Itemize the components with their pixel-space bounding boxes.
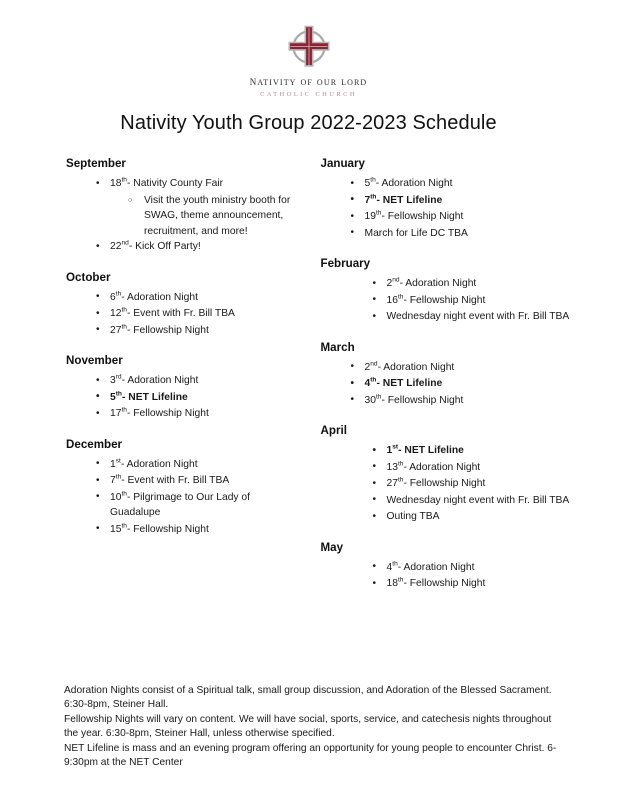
list-item (351, 360, 594, 376)
list-item (373, 443, 594, 459)
month-heading: May (320, 540, 344, 554)
event-day: 16 (386, 294, 398, 306)
organization-name: nativity of our lord (249, 73, 368, 88)
event-label: Outing TBA (386, 511, 440, 522)
event-day-ordinal: th (370, 376, 377, 384)
list-item (351, 209, 594, 225)
event-label: - Fellowship Night (126, 408, 209, 419)
event-day: 27 (110, 324, 122, 336)
event-day: 30 (364, 394, 376, 406)
event-day: 5 (110, 391, 116, 403)
list-item: ○ Visit the youth ministry booth for SWAG, theme announcement, recruitment, and more! (128, 193, 303, 240)
footer-note: NET Lifeline is mass and an evening program offering an opportunity for young people to encounter Christ. 6-9:30pm at the NET Center (64, 742, 557, 769)
list-item (96, 290, 303, 306)
list-item (96, 306, 303, 322)
event-day-ordinal: th (397, 460, 404, 468)
list-item (373, 509, 594, 525)
list-item (373, 460, 594, 476)
list-item (373, 293, 594, 309)
event-day-ordinal: th (392, 560, 398, 568)
month-heading: September (66, 157, 126, 170)
event-day: 4 (364, 378, 371, 389)
event-day-ordinal: st (115, 457, 121, 465)
event-day-ordinal: th (397, 576, 404, 584)
event-label: - Kick Off Party! (128, 241, 201, 252)
event-label: - Adoration Night (121, 291, 198, 303)
list-item (96, 373, 303, 389)
event-label: - Fellowship Night (403, 478, 486, 489)
page-title: Nativity Youth Group 2022-2023 Schedule (120, 112, 497, 134)
event-day-ordinal: th (370, 176, 376, 184)
month-heading: November (66, 354, 123, 367)
month-event-list (321, 443, 594, 525)
event-day-ordinal: th (397, 476, 404, 484)
event-day-ordinal: th (115, 290, 122, 298)
list-item (373, 576, 594, 592)
list-item (96, 406, 303, 422)
event-day-ordinal: th (397, 293, 404, 301)
event-day-ordinal: th (115, 390, 122, 398)
list-item (373, 309, 594, 325)
event-label: - NET Lifeline (398, 445, 464, 456)
event-label: - Fellowship Night (126, 523, 209, 535)
event-day-ordinal: th (121, 522, 127, 530)
organization-logo (0, 0, 617, 98)
event-label: - Fellowship Night (381, 394, 464, 406)
organization-subtitle: CATHOLIC CHURCH (260, 91, 357, 98)
event-label: - Fellowship Night (403, 294, 486, 306)
event-day: 3 (110, 375, 116, 386)
event-label: - Adoration Night (120, 458, 198, 470)
footer-note: Fellowship Nights will vary on content. We will have social, sports, service, and catechesis nights throughout the year. 6:30-8pm, Steiner Hall, unless otherwise specified. (64, 713, 552, 740)
event-label: - Pilgrimage to Our Lady of Guadalupe (110, 491, 251, 518)
month-event-list (66, 457, 303, 538)
event-day-ordinal: th (121, 490, 127, 498)
event-day-ordinal: nd (370, 360, 378, 368)
event-day-ordinal: rd (115, 373, 122, 381)
list-item (373, 276, 594, 292)
event-day: 1 (110, 458, 116, 470)
event-label: - Nativity County Fair (126, 178, 224, 189)
list-item (351, 393, 594, 409)
event-label: - Adoration Night (399, 278, 477, 289)
event-day: 7 (364, 194, 371, 206)
month-event-list (321, 176, 594, 241)
schedule-column-right (309, 157, 600, 593)
list-item (373, 493, 594, 509)
list-item (96, 473, 303, 489)
month-heading: March (320, 340, 355, 354)
event-day: 19 (364, 211, 376, 222)
event-label: - Fellowship Night (126, 324, 209, 336)
event-day: 7 (110, 475, 116, 486)
list-item (96, 239, 303, 255)
schedule-columns (0, 157, 617, 593)
event-day: 27 (386, 478, 398, 489)
event-day: 2 (386, 278, 393, 289)
event-day-ordinal: th (370, 193, 377, 201)
month-event-list (321, 276, 594, 325)
event-day: 2 (364, 361, 371, 373)
event-day: 13 (386, 461, 398, 473)
event-day: 1 (386, 445, 393, 456)
event-day: 12 (110, 308, 122, 319)
list-item (351, 193, 594, 209)
event-label: - NET Lifeline (376, 194, 443, 206)
list-item (96, 390, 303, 406)
month-event-list (321, 560, 594, 592)
list-item (96, 490, 303, 521)
event-day-ordinal: th (121, 306, 127, 314)
list-item (96, 522, 303, 538)
list-item (351, 376, 594, 392)
event-day: 18 (110, 178, 122, 189)
footer-note: Adoration Nights consist of a Spiritual talk, small group discussion, and Adoration of the Blessed Sacrament. 6:30-8pm, Steiner Hall. (64, 685, 552, 711)
month-heading: October (66, 270, 111, 284)
list-item (351, 176, 594, 192)
event-day: 10 (110, 491, 122, 503)
event-label: - NET Lifeline (376, 378, 443, 389)
month-event-list (321, 360, 594, 409)
event-day-ordinal: nd (121, 239, 129, 247)
month-heading: December (66, 437, 123, 451)
event-label: March for Life DC TBA (364, 227, 468, 239)
event-day-ordinal: nd (392, 276, 400, 284)
event-label: Wednesday night event with Fr. Bill TBA (386, 494, 570, 506)
schedule-column-left (18, 157, 309, 593)
event-label: - Adoration Night (121, 375, 199, 386)
event-label: - Event with Fr. Bill TBA (121, 475, 230, 486)
event-day: 15 (110, 523, 122, 535)
celtic-cross-icon (285, 24, 333, 70)
event-day: 18 (386, 578, 398, 589)
event-label: - Adoration Night (403, 461, 481, 473)
event-day-ordinal: st (392, 443, 399, 451)
list-item (351, 226, 594, 242)
month-event-list (66, 373, 303, 422)
event-day-ordinal: th (121, 176, 127, 184)
event-label: - Adoration Night (397, 561, 475, 573)
event-sublist (96, 193, 303, 240)
footer-notes (0, 684, 617, 770)
event-label: - Fellowship Night (403, 578, 486, 589)
month-event-list (66, 290, 303, 339)
event-day-ordinal: th (115, 473, 122, 481)
event-day: 22 (110, 241, 122, 252)
event-day-ordinal: th (375, 393, 382, 401)
event-day-ordinal: th (121, 406, 127, 414)
event-day: 6 (110, 291, 116, 303)
list-item (373, 560, 594, 576)
event-day-ordinal: th (375, 209, 382, 217)
event-day: 17 (110, 408, 122, 419)
event-label: - Adoration Night (375, 178, 453, 189)
event-day: 4 (386, 561, 393, 573)
event-label: - NET Lifeline (121, 391, 188, 403)
list-item (373, 476, 594, 492)
month-heading: January (320, 157, 365, 170)
list-item (96, 323, 303, 339)
list-item (96, 457, 303, 473)
month-heading: February (320, 257, 371, 270)
event-day: 5 (364, 178, 371, 189)
list-item (96, 176, 303, 192)
event-day-ordinal: th (121, 323, 127, 331)
event-label: Wednesday night event with Fr. Bill TBA (386, 311, 570, 322)
event-label: - Fellowship Night (381, 211, 464, 222)
event-label: - Event with Fr. Bill TBA (126, 308, 235, 319)
month-heading: April (320, 424, 347, 437)
event-label: - Adoration Night (377, 361, 455, 373)
month-event-list (66, 176, 303, 255)
